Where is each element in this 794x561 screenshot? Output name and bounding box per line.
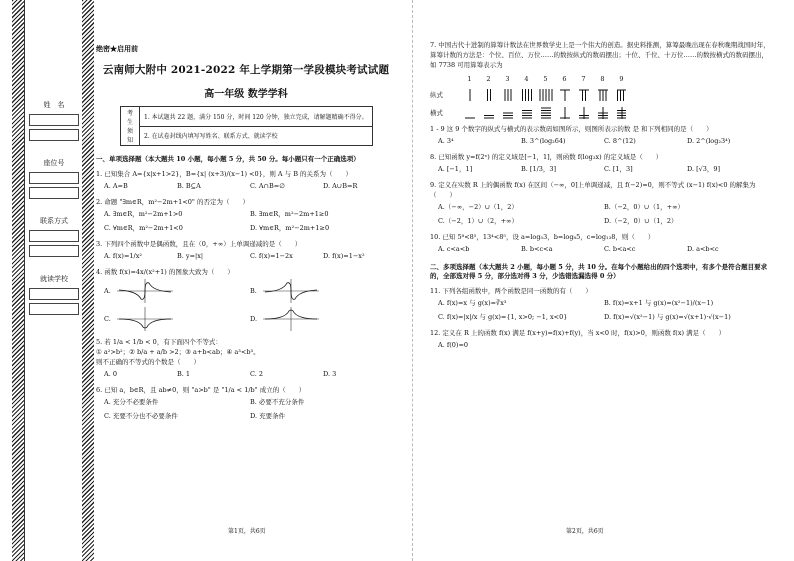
- q10-option-b[interactable]: B. b<c<a: [521, 245, 553, 253]
- page-2-footer: 第2页，共6页: [566, 528, 604, 535]
- rod-digit-label: 5: [543, 75, 548, 83]
- binding-fields: [24, 0, 84, 561]
- q8-option-b[interactable]: B. [1/3，3]: [521, 165, 557, 173]
- q11-option-c[interactable]: C. f(x)=|x|/x 与 g(x)={1, x>0; −1, x<0}: [438, 313, 568, 321]
- page-divider: [412, 0, 413, 561]
- q2-option-a[interactable]: A. ∃m∈R，m²−2m+1>0: [104, 210, 183, 218]
- rod-digit-label: 7: [581, 75, 586, 83]
- rod-horizontal-digit: [598, 107, 608, 119]
- q6-option-b[interactable]: B. 必要不充分条件: [250, 398, 305, 406]
- question-8: 8. 已知函数 y=f(2ˣ) 的定义域是[−1，1]，则函数 f(log₃x) 的定义域是（ ） A. [−1，1] B. [1/3，3] C. [1，3] D. [√3，9]: [430, 152, 770, 174]
- question-7: 7. 中国古代十进制的算筹计数法在世界数学史上是一个伟大的创造。据史料推测，算筹最晚出现在春秋晚期战国时年，算筹计数的方法是：个位、百位、万位……的数按纵式的数码摆出；十位、千位、十万位……的数按横式的数码摆出，如 7738 可用算筹表示为 1 2 3 4 5 6 7 8 9 纵式 横式 1 - 9 这 9 个数字的纵式与横式的表示数码如图所示，则图所表示的数 是 和下列相同的是（ ） A. 3⁴ B. 3^(log₂64) C. 8^(12) D. 2^(log₂3⁴): [430, 41, 770, 145]
- rod-horizontal-digit: [617, 107, 626, 119]
- q10-option-c[interactable]: C. b<a<c: [604, 245, 636, 253]
- q7-option-b[interactable]: B. 3^(log₂64): [521, 137, 566, 145]
- q11-option-d[interactable]: D. f(x)=√(x²−1) 与 g(x)=√(x+1)·√(x−1): [604, 313, 731, 321]
- rod-horizontal-digit: [560, 107, 570, 119]
- q2-option-d[interactable]: D. ∀m∈R，m²−2m+1≥0: [250, 224, 330, 232]
- notice-label: 考生须知: [121, 107, 140, 146]
- exam-title: 云南师大附中 2021-2022 年上学期第一学段模块考试试题: [102, 64, 390, 76]
- graph-c-icon: [117, 307, 173, 331]
- question-4: 4. 函数 f(x)=4x/(x²+1) 的图象大致为（ ） A. B. C. D.: [96, 267, 396, 331]
- q5-option-c[interactable]: C. 2: [250, 370, 264, 378]
- exam-subtitle: 高一年级 数学学科: [204, 89, 288, 100]
- q4-option-a[interactable]: A.: [104, 279, 250, 303]
- notice-table: [120, 106, 373, 146]
- q4-option-d[interactable]: D.: [250, 307, 396, 331]
- rod-vertical-label: 纵式: [430, 91, 443, 99]
- q5-tail: 则不正确的不等式的个数是（ ）: [96, 358, 200, 366]
- q9-option-b[interactable]: B.（−2，0）∪（1，+∞）: [604, 203, 685, 211]
- rod-vertical-digit: [598, 90, 608, 101]
- question-11: 11. 下列各组函数中，两个函数是同一函数的有（ ） A. f(x)=x 与 g(x)=∛x³ B. f(x)=x+1 与 g(x)=(x²−1)/(x−1) C. f(x)=|x|/x 与 g(x)={1, x>0; −1, x<0} D. f(x)=√(x²−1) 与 g(x)=√(x+1)·√(x−1): [430, 286, 770, 322]
- question-3: 3. 下列四个函数中是偶函数，且在（0，+∞）上单调递减的是（ ） A. f(x)=1/x² B. y=|x| C. f(x)=1−2x D. f(x)=1−x²: [96, 239, 396, 261]
- q11-option-a[interactable]: A. f(x)=x 与 g(x)=∛x³: [438, 299, 507, 307]
- q9-option-d[interactable]: D.（−2，0）∪（1，2）: [604, 217, 678, 225]
- q2-option-c[interactable]: C. ∀m∈R，m²−2m+1<0: [104, 224, 183, 232]
- section-2-heading: 二、多项选择题（本大题共 2 小题，每小题 5 分，共 10 分。在每个小题给出的四个选项中，有多个是符合题目要求的，全部选对得 5 分，部分选对得 3 分，少选错选漏选得 0 分）: [430, 263, 768, 280]
- q6-option-d[interactable]: D. 充要条件: [250, 412, 286, 420]
- rod-vertical-digit: [540, 89, 552, 101]
- q3-option-c[interactable]: C. f(x)=1−2x: [250, 252, 293, 260]
- rod-digit-label: 9: [619, 75, 624, 83]
- q6-option-c[interactable]: C. 充要不分也不必要条件: [104, 412, 178, 420]
- rod-horizontal-digit: [484, 116, 494, 119]
- q3-option-a[interactable]: A. f(x)=1/x²: [104, 252, 143, 260]
- q1-option-c[interactable]: C. A∩B=∅: [250, 182, 285, 190]
- hatch-left: [12, 0, 24, 561]
- rod-horizontal-digit: [541, 108, 551, 118]
- rod-horizontal-digit: [503, 113, 513, 118]
- secret-mark: 绝密★启用前: [96, 44, 138, 53]
- rod-horizontal-digit: [579, 107, 589, 119]
- notice-line-1: 1. 本试题共 22 题，满分 150 分，时间 120 分钟，独立完成，请解题精确不得分。: [140, 107, 373, 127]
- rod-vertical-digit: [523, 89, 532, 101]
- rod-digit-label: 8: [600, 75, 605, 83]
- rod-vertical-digit: [505, 89, 511, 101]
- seat-field[interactable]: 座位号: [29, 158, 79, 202]
- hatch-right: [82, 0, 94, 561]
- q5-items: ① a²>b²；② b/a + a/b >2；③ a+b<ab；④ a³<b³。: [96, 348, 260, 356]
- graph-b-icon: [263, 279, 319, 303]
- q9-option-c[interactable]: C.（−2，1）∪（2，+∞）: [438, 217, 518, 225]
- section-1-heading: 一、单项选择题（本大题共 10 小题，每小题 5 分，共 50 分。每小题只有一个正确选项）: [96, 155, 360, 163]
- rod-vertical-digit: [617, 90, 626, 101]
- rod-vertical-digit: [579, 90, 589, 101]
- rod-horizontal-digit: [522, 111, 532, 119]
- q1-option-a[interactable]: A. A=B: [104, 182, 128, 190]
- rod-vertical-digit: [488, 89, 491, 101]
- rod-digit-label: 1: [467, 75, 472, 83]
- q7-option-d[interactable]: D. 2^(log₂3⁴): [687, 137, 731, 145]
- binding-margin: [12, 0, 94, 561]
- rod-digit-label: 4: [524, 75, 529, 83]
- q1-option-b[interactable]: B. B⊆A: [177, 182, 201, 190]
- q11-option-b[interactable]: B. f(x)=x+1 与 g(x)=(x²−1)/(x−1): [604, 299, 714, 307]
- rod-horizontal-icons: [446, 106, 626, 120]
- rod-horizontal-row: [430, 106, 770, 120]
- q2-option-b[interactable]: B. ∃m∈R，m²−2m+1≥0: [250, 210, 329, 218]
- q5-option-b[interactable]: B. 1: [177, 370, 191, 378]
- q8-option-a[interactable]: A. [−1，1]: [438, 165, 473, 173]
- q7-option-c[interactable]: C. 8^(12): [604, 137, 636, 145]
- q5-option-a[interactable]: A. 0: [104, 370, 117, 378]
- q1-option-d[interactable]: D. A∪B=R: [323, 182, 358, 190]
- q7-option-a[interactable]: A. 3⁴: [438, 137, 454, 145]
- question-9: 9. 定义在实数 R 上的偶函数 f(x) 在区间（−∞，0]上单调递减，且 f(−2)=0，则不等式 (x−1) f(x)<0 的解集为（ ） A.（−∞，−2）∪（1，2） B.（−2，0）∪（1，+∞） C.（−2，1）∪（2，+∞） D.（−2，0）∪（1，2）: [430, 180, 770, 226]
- q8-option-d[interactable]: D. [√3，9]: [687, 165, 721, 173]
- graph-d-icon: [263, 307, 319, 331]
- notice-line-2: 2. 在试卷封线内填写写姓名、联系方式、就读学校: [140, 126, 373, 146]
- q3-option-b[interactable]: B. y=|x|: [177, 252, 204, 260]
- question-12: 12. 定义在 R 上的函数 f(x) 满足 f(x+y)=f(x)+f(y)，当 x<0 时，f(x)>0，则函数 f(x) 满足（ ） A. f(0)=0: [430, 328, 770, 350]
- rod-vertical-row: [430, 88, 770, 102]
- q10-option-a[interactable]: A. c<a<b: [438, 245, 470, 253]
- page-1: [96, 36, 396, 421]
- rod-digits-row: [430, 74, 770, 84]
- q7-part-b: 1 - 9 这 9 个数字的纵式与横式的表示数码如图所示，则图所表示的数 是 和下列相同的是（ ）: [430, 125, 713, 133]
- question-1: 1. 已知集合 A={x|x+1>2}，B={x| (x+3)/(x−1) <0}，则 A 与 B 的关系为（ ） A. A=B B. B⊆A C. A∩B=∅ D. A∪B=R: [96, 169, 396, 191]
- q12-option-a[interactable]: A. f(0)=0: [438, 341, 469, 349]
- rod-vertical-digit: [560, 90, 570, 101]
- q4-option-b[interactable]: B.: [250, 279, 396, 303]
- rod-horizontal-label: 横式: [430, 109, 443, 117]
- question-5: 5. 若 1/a < 1/b < 0，有下面四个不等式： ① a²>b²；② b/a + a/b >2；③ a+b<ab；④ a³<b³。 则不正确的不等式的个数是（ ） A. 0 B. 1 C. 2 D. 3: [96, 337, 396, 379]
- page-2: [430, 40, 770, 350]
- question-6: 6. 已知 a，b∈R，且 ab≠0，则 "a>b" 是 "1/a < 1/b" 成立的（ ） A. 充分不必要条件 B. 必要不充分条件 C. 充要不分也不必要条件 D. 充要条件: [96, 385, 396, 421]
- graph-a-icon: [117, 279, 173, 303]
- question-2: 2. 命题 "∃m∈R，m²−2m+1<0" 的否定为（ ） A. ∃m∈R，m²−2m+1>0 B. ∃m∈R，m²−2m+1≥0 C. ∀m∈R，m²−2m+1<0 D. ∀m∈R，m²−2m+1≥0: [96, 197, 396, 233]
- name-field[interactable]: 姓 名: [29, 100, 79, 144]
- page-1-footer: 第1页，共6页: [228, 528, 266, 535]
- q5-option-d[interactable]: D. 3: [323, 370, 337, 378]
- rod-digit-label: 6: [562, 75, 567, 83]
- rod-digit-label: 3: [505, 75, 510, 83]
- rod-vertical-icons: [446, 88, 626, 102]
- question-10: 10. 已知 5⁸<8⁵，13⁴<8⁵，设 a=log₅3，b=log₈5，c=log₁₃8，则（ ） A. c<a<b B. b<c<a C. b<a<c D. a<b<c: [430, 232, 770, 254]
- q8-option-c[interactable]: C. [1，3]: [604, 165, 633, 173]
- q9-option-a[interactable]: A.（−∞，−2）∪（1，2）: [438, 203, 518, 211]
- rod-digit-label: 2: [486, 75, 491, 83]
- q3-option-d[interactable]: D. f(x)=1−x²: [323, 252, 365, 260]
- q6-option-a[interactable]: A. 充分不必要条件: [104, 398, 159, 406]
- q10-option-d[interactable]: D. a<b<c: [687, 245, 719, 253]
- school-field[interactable]: 就读学校: [29, 274, 79, 318]
- contact-field[interactable]: 联系方式: [29, 216, 79, 260]
- q4-option-c[interactable]: C.: [104, 307, 250, 331]
